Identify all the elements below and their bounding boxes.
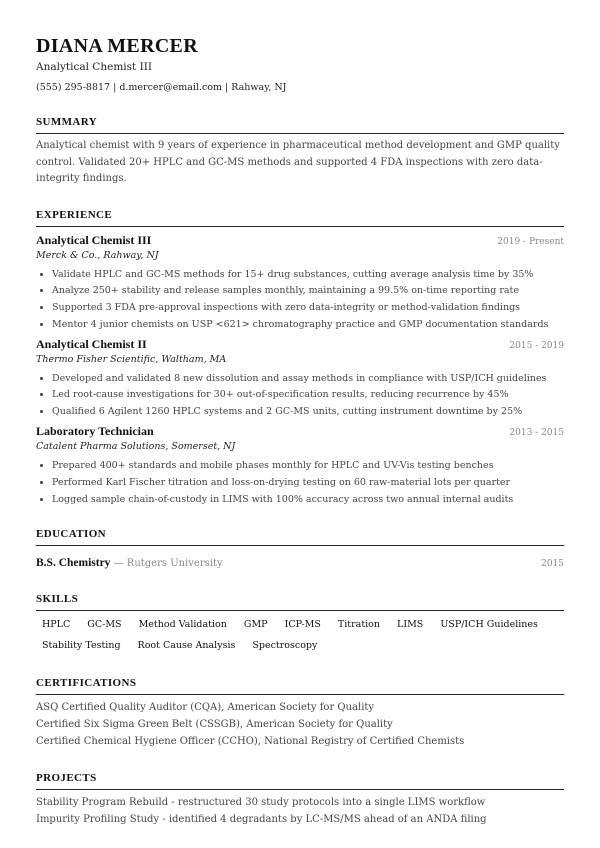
certification-item: ASQ Certified Quality Auditor (CQA), American Society for Quality (36, 702, 375, 714)
job-entry (36, 423, 564, 508)
experience-heading: EXPERIENCE (36, 209, 564, 227)
summary-heading: SUMMARY (36, 116, 564, 134)
job-title: Laboratory Technician (36, 424, 154, 439)
certifications-heading: CERTIFICATIONS (36, 677, 564, 695)
skill-tag: Method Validation (138, 619, 227, 631)
bullet-item: • Led root-cause investigations for 30+ out-of-specification results, reducing recurrence by 45% (52, 387, 564, 404)
skill-tag: GC-MS (87, 619, 122, 631)
job-dates: 2013 - 2015 (509, 428, 564, 439)
candidate-title: Analytical Chemist III (36, 61, 153, 73)
certifications-section (36, 677, 564, 750)
degree-name: B.S. Chemistry (36, 557, 111, 570)
bullet-item: • Mentor 4 junior chemists on USP <621> chromatography practice and GMP documentation standards (52, 317, 564, 334)
candidate-name: DIANA MERCER (36, 35, 198, 57)
skill-tag: Titration (337, 619, 381, 631)
job-company: Catalent Pharma Solutions, Somerset, NJ (36, 441, 236, 453)
job-entry (36, 232, 564, 334)
job-company: Thermo Fisher Scientific, Waltham, MA (36, 353, 227, 365)
job-company: Merck & Co., Rahway, NJ (36, 249, 159, 261)
job-title: Analytical Chemist II (36, 336, 147, 351)
bullet-item: • Qualified 6 Agilent 1260 HPLC systems and 2 GC-MS units, cutting instrument downtime by 25% (52, 404, 564, 421)
education-section (36, 528, 564, 570)
job-bullets (36, 267, 564, 334)
skill-tag: HPLC (42, 619, 71, 631)
bullet-item: • Developed and validated 8 new dissolution and assay methods in compliance with USP/ICH guidelines (52, 371, 564, 388)
school-name: — Rutgers University (110, 558, 223, 570)
graduation-year: 2015 (541, 559, 564, 570)
job-entry (36, 336, 564, 421)
certification-item: Certified Six Sigma Green Belt (CSSGB), American Society for Quality (36, 719, 393, 731)
certification-item: Certified Chemical Hygiene Officer (CCHO), National Registry of Certified Chemists (36, 736, 465, 748)
skill-tag: USP/ICH Guidelines (440, 619, 538, 631)
summary-section (36, 116, 564, 188)
bullet-item: • Supported 3 FDA pre-approval inspections with zero data-integrity or method-validation findings (52, 300, 564, 317)
bullet-item: • Prepared 400+ standards and mobile phases monthly for HPLC and UV-Vis testing benches (52, 458, 564, 475)
skill-tag: GMP (243, 619, 268, 631)
job-dates: 2019 - Present (497, 236, 564, 247)
education-heading: EDUCATION (36, 528, 564, 546)
experience-section (36, 209, 564, 509)
project-item: Impurity Profiling Study - identified 4 degradants by LC-MS/MS ahead of an ANDA filing (36, 814, 487, 826)
projects-heading: PROJECTS (36, 772, 564, 790)
resume-header (36, 34, 564, 94)
skill-tag: ICP-MS (284, 619, 321, 631)
skill-tag: Spectroscopy (252, 640, 318, 652)
bullet-item: • Performed Karl Fischer titration and loss-on-drying testing on 60 raw-material lots per quarter (52, 475, 564, 492)
bullet-item: • Validate HPLC and GC-MS methods for 15+ drug substances, cutting average analysis time by 35% (52, 267, 564, 284)
project-item: Stability Program Rebuild - restructured 30 study protocols into a single LIMS workflow (36, 797, 486, 809)
skill-tag: LIMS (397, 619, 424, 631)
skills-heading: SKILLS (36, 593, 564, 611)
contact-line: (555) 295-8817 | d.mercer@email.com | Rahway, NJ (36, 82, 287, 93)
job-bullets (36, 458, 564, 508)
job-bullets (36, 371, 564, 421)
job-dates: 2015 - 2019 (509, 340, 564, 351)
summary-text: Analytical chemist with 9 years of experience in pharmaceutical method development and GMP quality control. Validated 20+ HPLC and GC-MS methods and supported 4 FDA inspections with zero data-integrity findings. (36, 140, 560, 184)
skills-list (36, 617, 564, 653)
skill-tag: Root Cause Analysis (137, 640, 236, 652)
bullet-item: • Logged sample chain-of-custody in LIMS with 100% accuracy across two annual internal audits (52, 492, 564, 509)
skill-tag: Stability Testing (42, 640, 121, 652)
projects-section (36, 772, 564, 828)
skills-section (36, 593, 564, 653)
bullet-item: • Analyze 250+ stability and release samples monthly, maintaining a 99.5% on-time reporting rate (52, 283, 564, 300)
education-entry (36, 551, 564, 570)
job-title: Analytical Chemist III (36, 232, 152, 247)
